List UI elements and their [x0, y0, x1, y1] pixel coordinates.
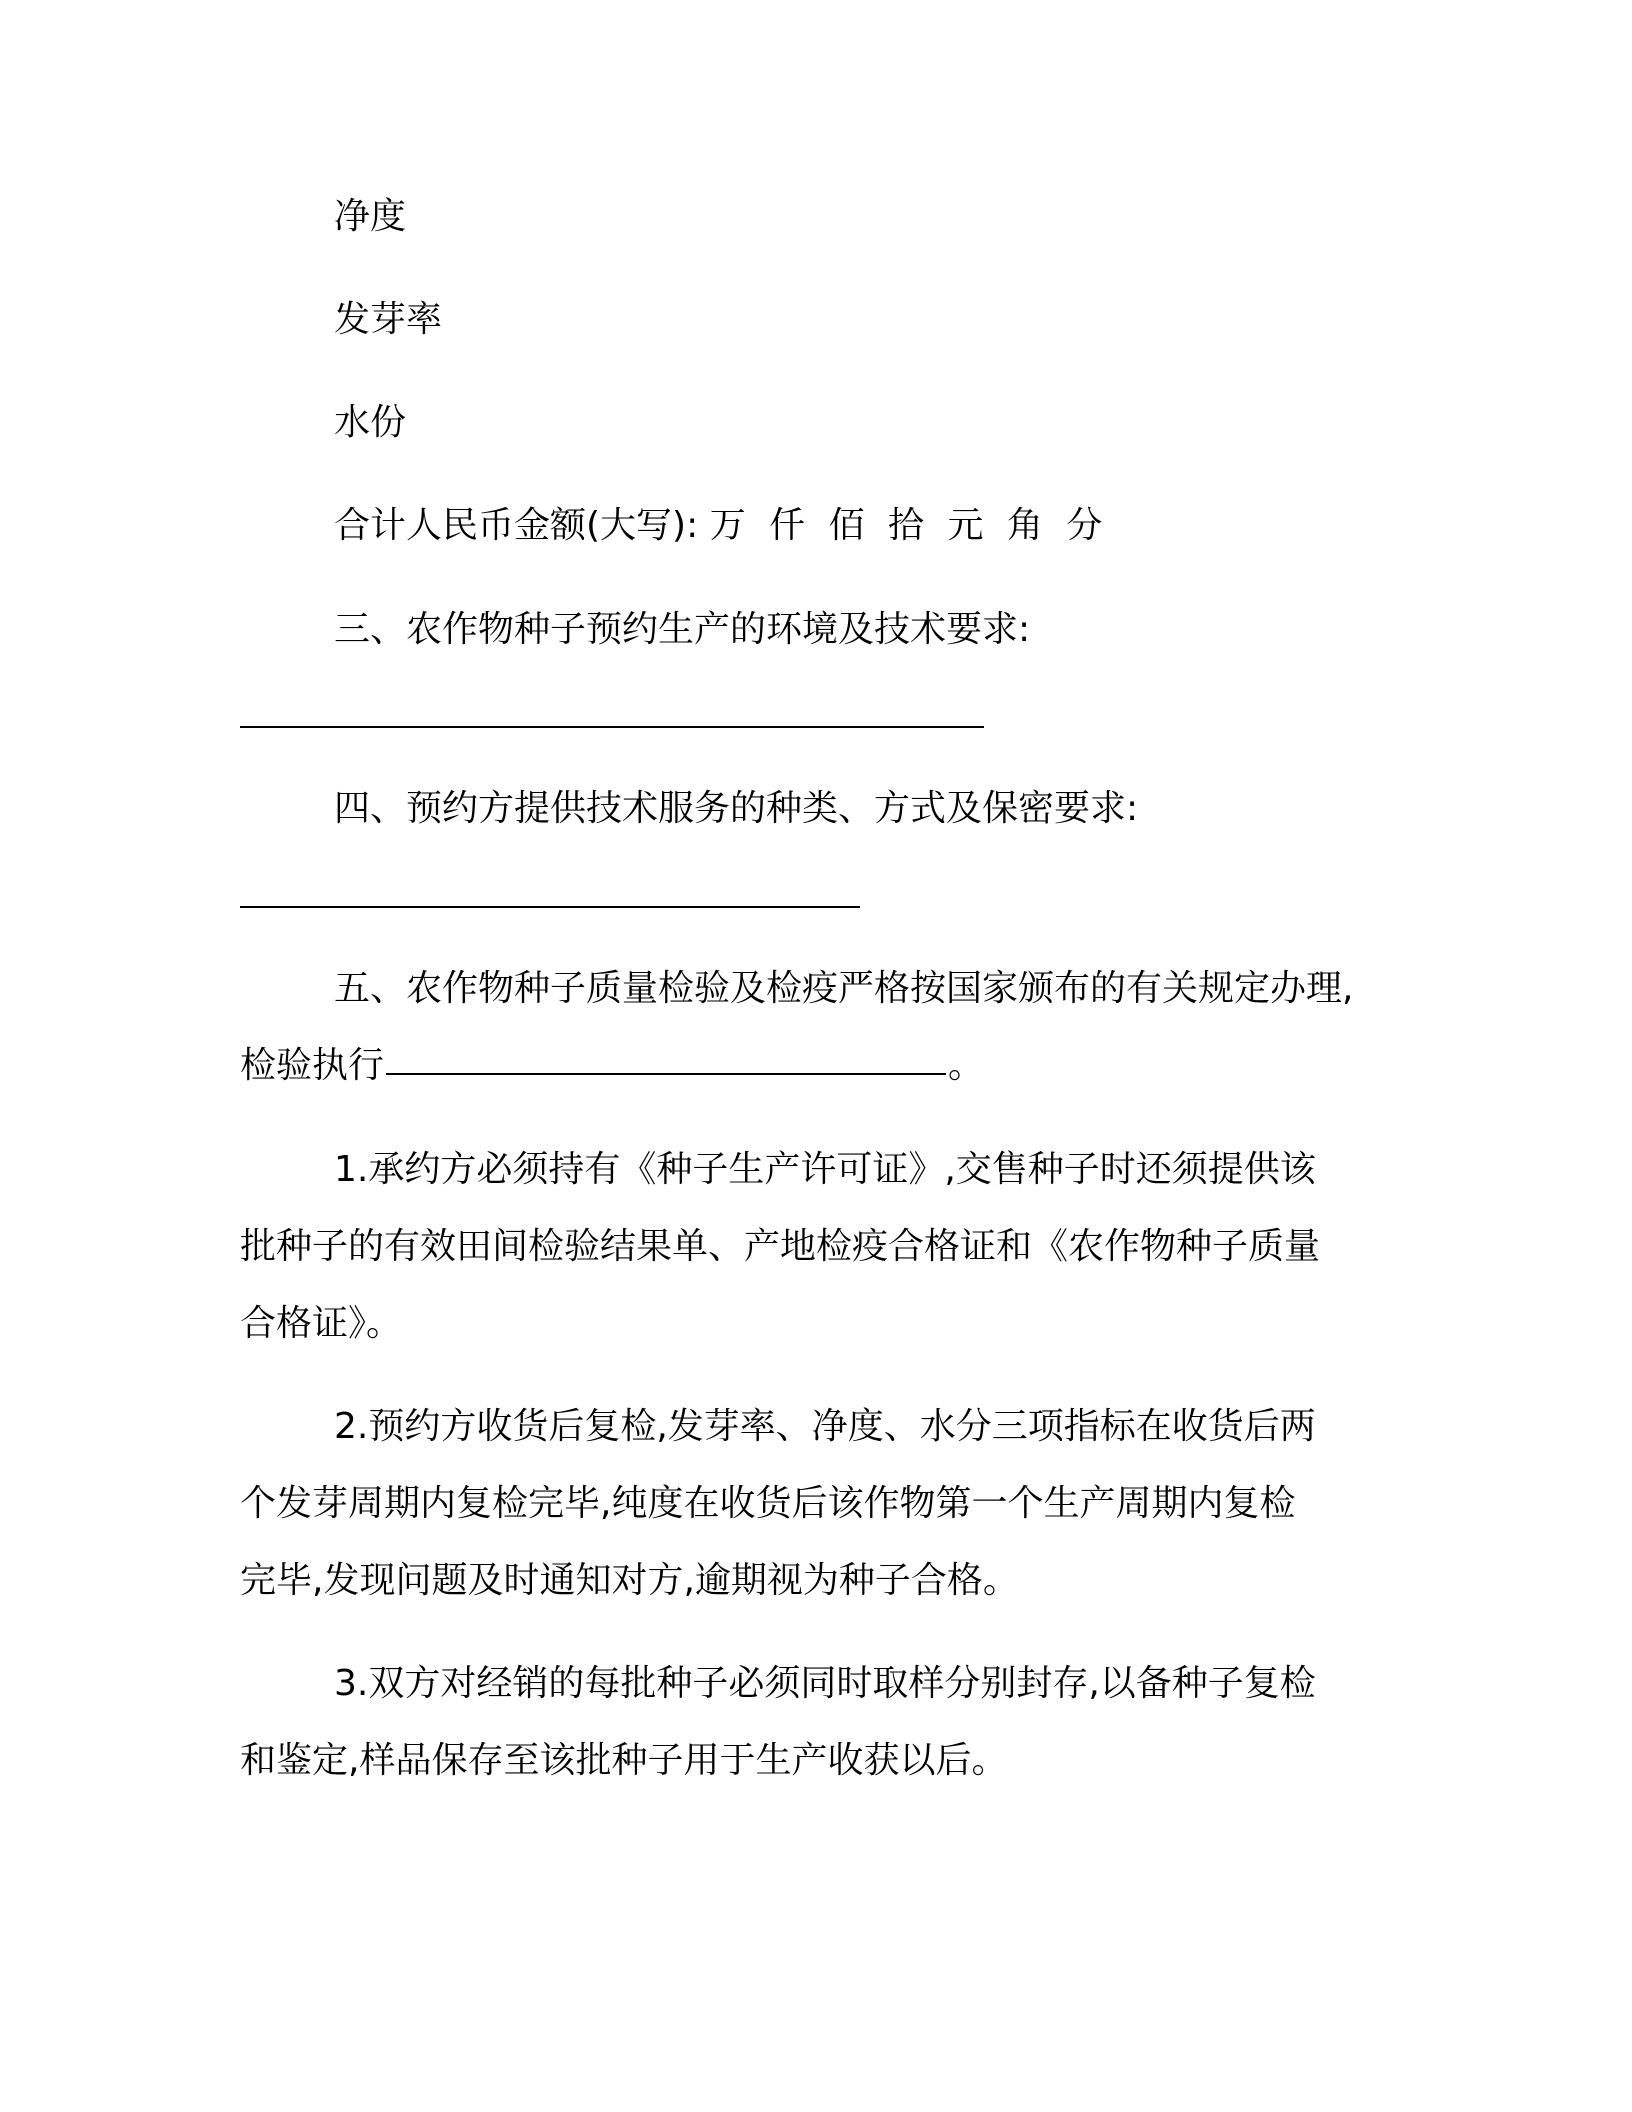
clause-1-line-2: 批种子的有效田间检验结果单、产地检疫合格证和《农作物种子质量	[240, 1226, 1321, 1267]
clause-1-line-1: 1.承约方必须持有《种子生产许可证》,交售种子时还须提供该	[334, 1149, 1316, 1190]
item-moisture: 水份	[334, 402, 407, 443]
total-amount-label: 合计人民币金额(大写):	[334, 505, 699, 546]
section-5-period: 。	[948, 1045, 985, 1086]
clause-3-line-2: 和鉴定,样品保存至该批种子用于生产收获以后。	[240, 1740, 1008, 1781]
item-purity: 净度	[334, 196, 407, 237]
section-4-blank-line	[240, 906, 860, 908]
section-4-heading: 四、预约方提供技术服务的种类、方式及保密要求:	[334, 788, 1139, 829]
total-amount-line	[334, 504, 1102, 548]
clause-3-line-1: 3.双方对经销的每批种子必须同时取样分别封存,以备种子复检	[334, 1663, 1316, 1704]
section-5-heading-line-1: 五、农作物种子质量检验及检疫严格按国家颁布的有关规定办理,	[334, 968, 1354, 1009]
section-5-inspection-label: 检验执行	[240, 1045, 385, 1086]
clause-2-line-3: 完毕,发现问题及时通知对方,逾期视为种子合格。	[240, 1560, 1019, 1601]
section-3-heading: 三、农作物种子预约生产的环境及技术要求:	[334, 609, 1031, 650]
clause-2-line-1: 2.预约方收货后复检,发芽率、净度、水分三项指标在收货后两	[334, 1406, 1316, 1447]
section-5-heading-line-2	[240, 1044, 984, 1088]
total-amount-units: 万 仟 佰 拾 元 角 分	[709, 505, 1103, 546]
item-germination-rate: 发芽率	[334, 299, 443, 340]
clause-2-line-2: 个发芽周期内复检完毕,纯度在收货后该作物第一个生产周期内复检	[240, 1483, 1296, 1524]
section-5-inspection-blank	[386, 1073, 946, 1075]
clause-1-line-3: 合格证》。	[240, 1303, 403, 1344]
section-3-blank-line	[240, 726, 984, 728]
